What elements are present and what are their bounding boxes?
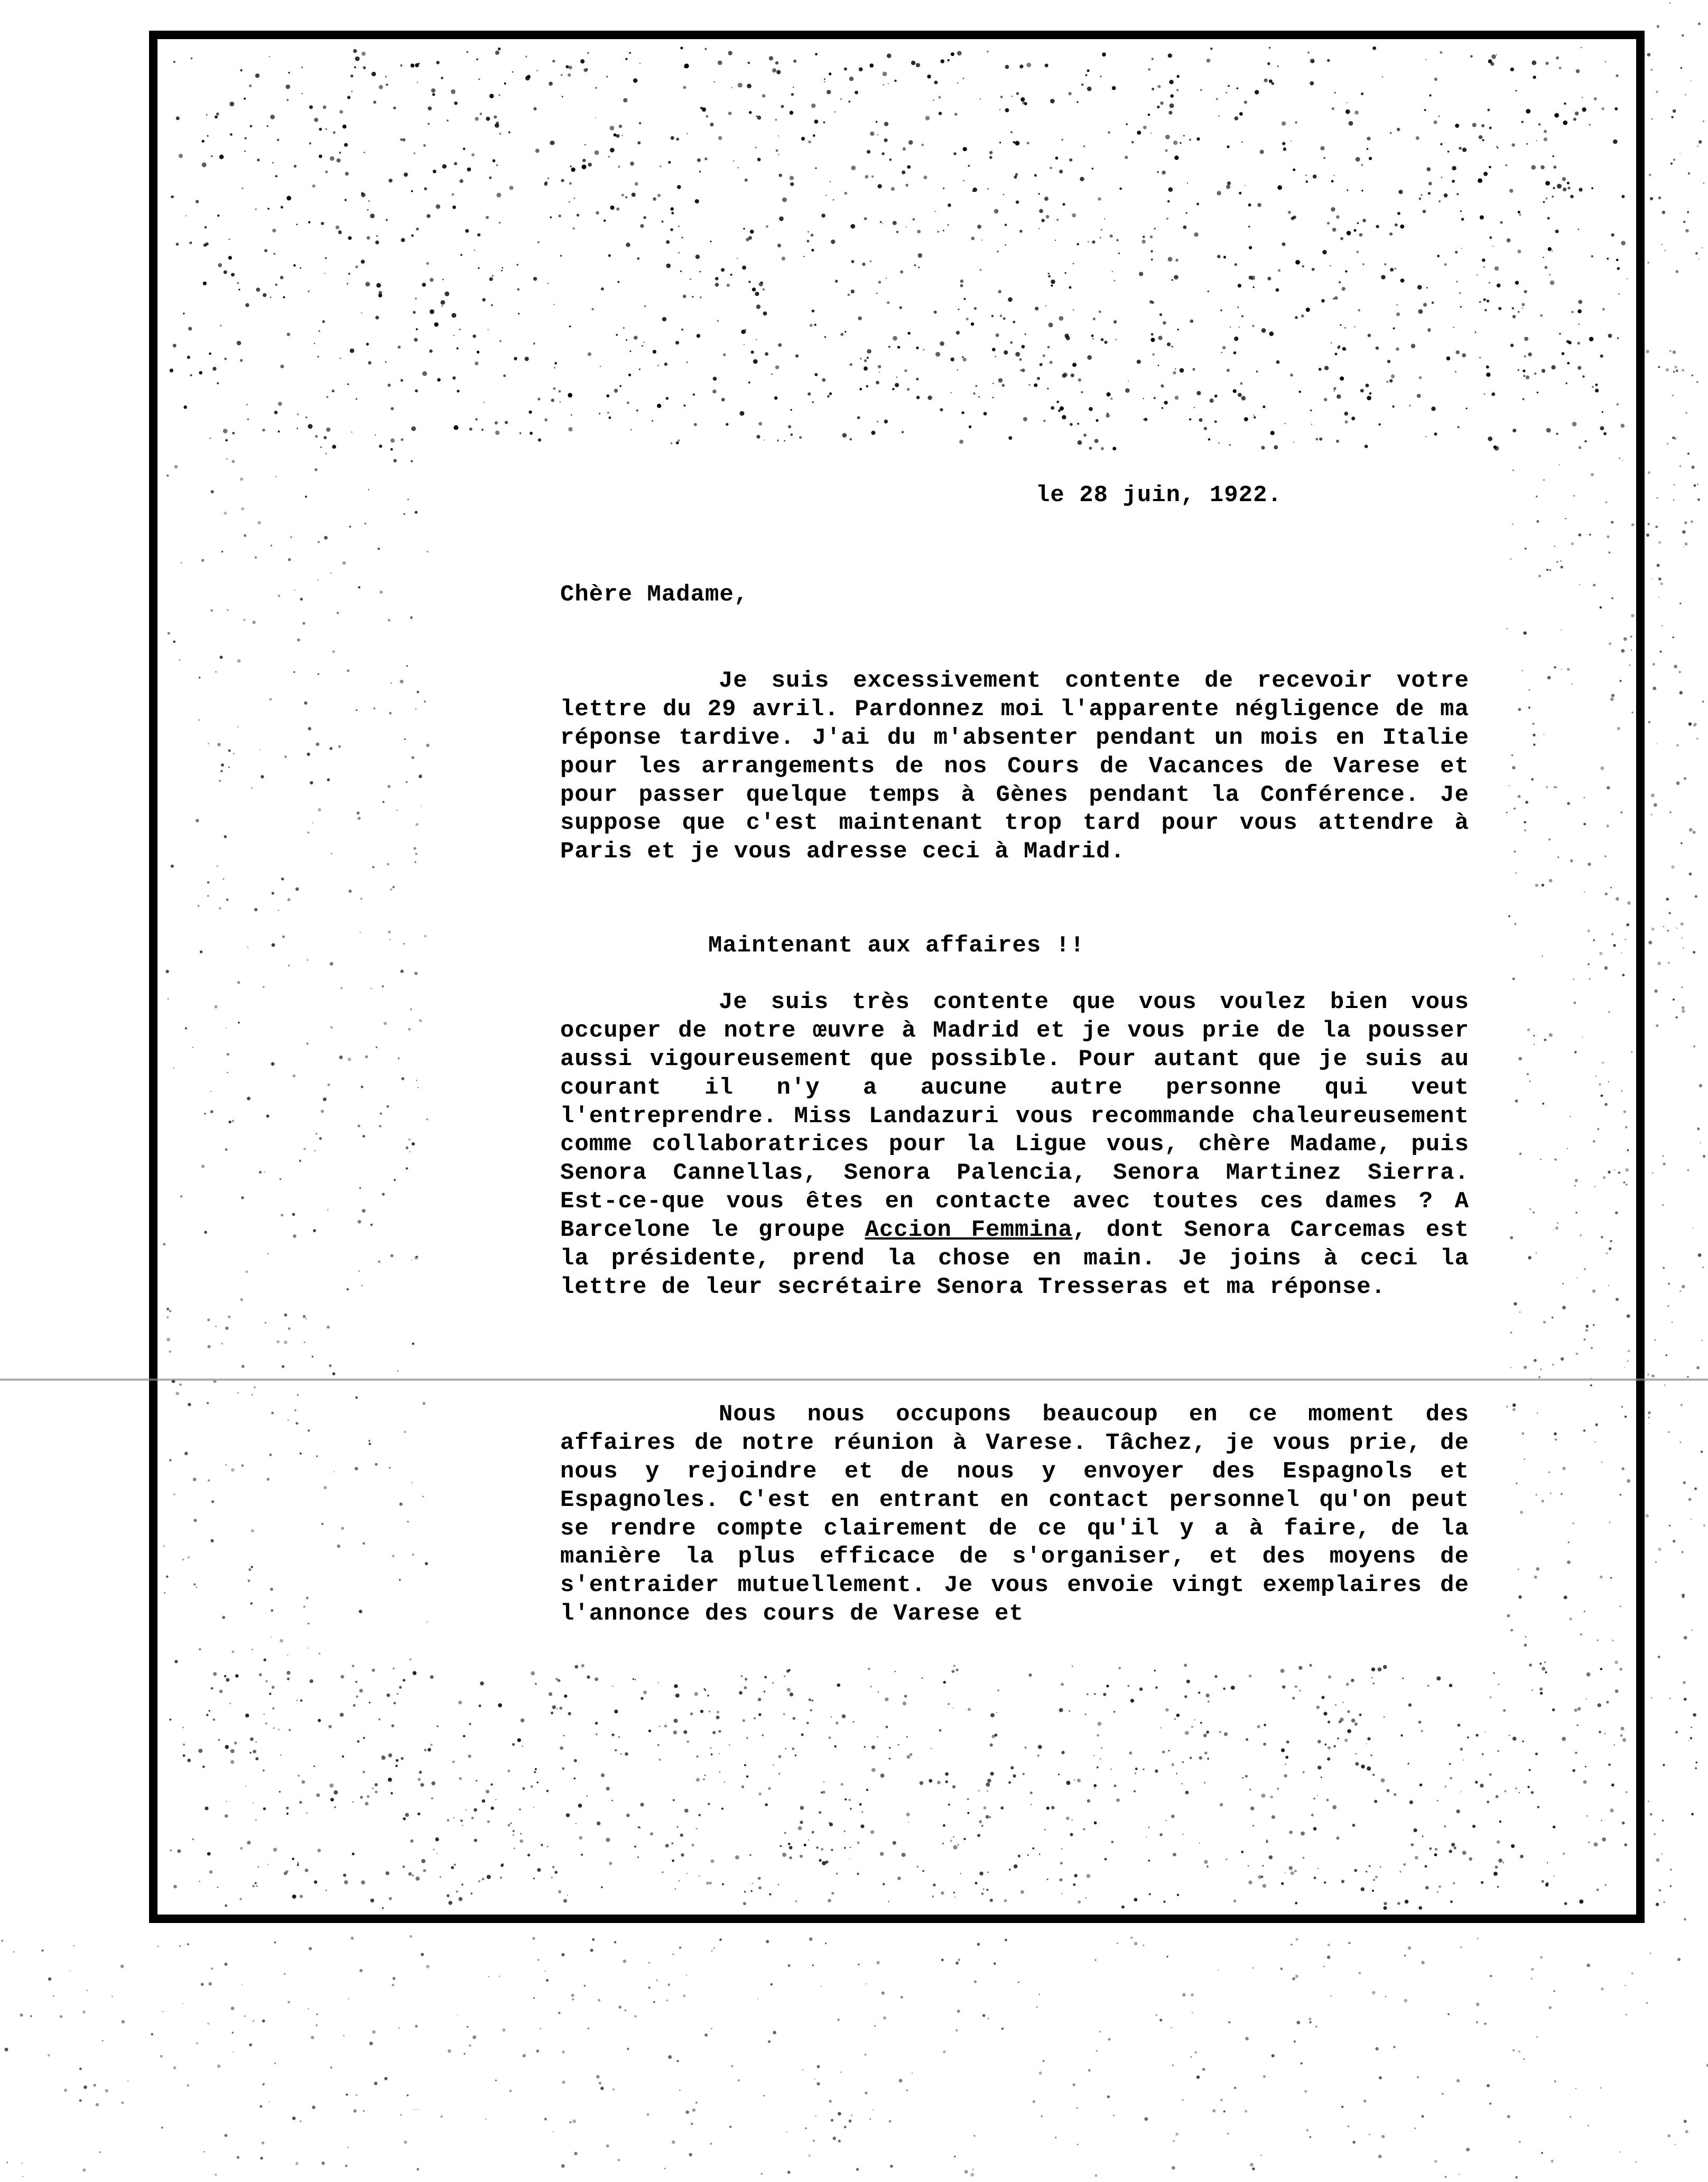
paragraph-2-text-end: , dont Senora Carcemas est la présidente, prend la chose en main. Je joins à ceci la lettre de leur secrétaire Senora Tresseras et ma réponse. [560,1217,1469,1300]
paragraph-1: Je suis excessivement contente de recevoir votre lettre du 29 avril. Pardonnez moi l'apparente négligence de ma réponse tardive. J'ai du m'absenter pendant un mois en Italie pour les arrangements de nos Cours de Vacances de Varese et pour passer quelque temps à Gènes pendant la Conférence. Je suppose que c'est maintenant trop tard pour vous attendre à Paris et je vous adresse ceci à Madrid. [560,668,1469,865]
section-heading: Maintenant aux affaires !! [708,932,1085,959]
paragraph-2 [560,988,1469,1302]
letter-date: le 28 juin, 1922. [1036,482,1282,508]
paragraph-2-text-start: Je suis très contente que vous voulez bien vous occuper de notre œuvre à Madrid et je vous prie de la pousser aussi vigoureusement que possible. Pour autant que je suis au courant il n'y a aucune autre personne qui veut l'entreprendre. Miss Landazuri vous recommande chaleureusement comme collaboratrices pour la Ligue vous, chère Madame, puis Senora Cannellas, Senora Palencia, Senora Martinez Sierra. Est-ce-que vous êtes en contacte avec toutes ces dames ? A Barcelone le groupe [560,989,1469,1244]
paragraph-2-underlined-group-name: Accion Femmina [865,1217,1073,1244]
paragraph-3: Nous nous occupons beaucoup en ce moment des affaires de notre réunion à Varese. Tâchez, je vous prie, de nous y rejoindre et de nous y envoyer des Espagnols et Espagnoles. C'est en entrant en contact personnel qu'on peut se rendre compte clairement de ce qu'il y a à faire, de la manière la plus efficace de s'organiser, et des moyens de s'entraider mutuellement. Je vous envoie vingt exemplaires de l'annonce des cours de Varese et [560,1401,1469,1628]
letter-salutation: Chère Madame, [560,581,749,608]
